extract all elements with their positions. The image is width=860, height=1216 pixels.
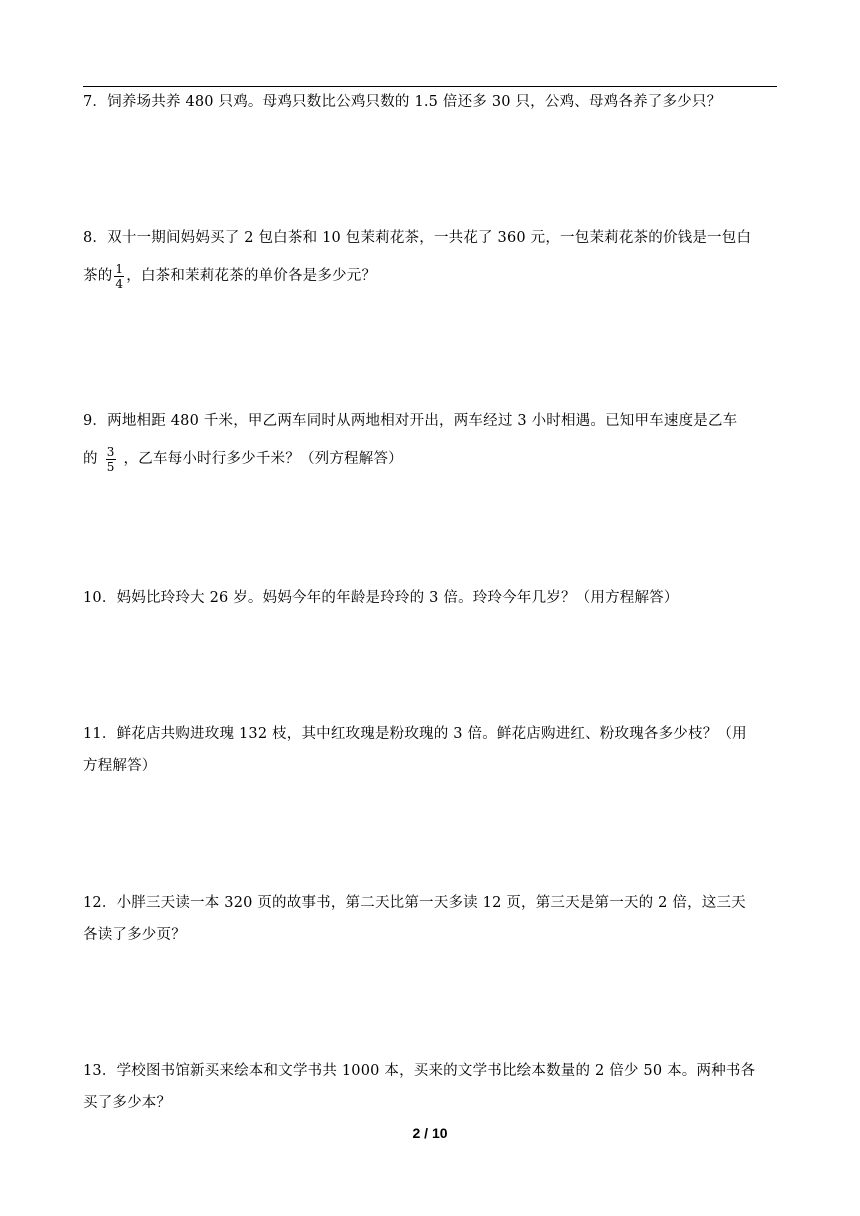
question-11-line-1 bbox=[83, 718, 783, 750]
question-8-line-1 bbox=[83, 222, 783, 254]
question-number: 13． bbox=[83, 1063, 117, 1079]
question-text: 茶的 bbox=[83, 268, 113, 284]
question-text: 饲养场共养 480 只鸡。母鸡只数比公鸡只数的 1.5 倍还多 30 只，公鸡、母鸡各养了多少只？ bbox=[107, 94, 722, 110]
question-8-line-2 bbox=[83, 260, 783, 292]
question-9 bbox=[83, 405, 783, 475]
question-7-line-1 bbox=[83, 86, 783, 118]
question-number: 8． bbox=[83, 230, 108, 246]
question-11-line-2 bbox=[83, 750, 783, 782]
fraction bbox=[114, 263, 124, 290]
question-text: 小胖三天读一本 320 页的故事书，第二天比第一天多读 12 页，第三天是第一天的 2 倍，这三天 bbox=[116, 895, 746, 911]
fraction bbox=[106, 446, 116, 473]
question-13 bbox=[83, 1055, 783, 1119]
question-text: ，乙车每小时行多少千米？（列方程解答） bbox=[123, 451, 403, 467]
question-12-line-1 bbox=[83, 887, 783, 919]
question-13-line-2 bbox=[83, 1087, 783, 1119]
question-number: 12． bbox=[83, 895, 117, 911]
page-number: 2 / 10 bbox=[412, 1125, 448, 1141]
question-text: 学校图书馆新买来绘本和文学书共 1000 本，买来的文学书比绘本数量的 2 倍少 50 本。两种书各 bbox=[116, 1063, 756, 1079]
question-text: 方程解答） bbox=[83, 758, 157, 774]
question-13-line-1 bbox=[83, 1055, 783, 1087]
question-number: 10． bbox=[83, 590, 117, 606]
question-11 bbox=[83, 718, 783, 782]
question-text: 各读了多少页？ bbox=[83, 927, 186, 943]
question-8 bbox=[83, 222, 783, 292]
question-text: 两地相距 480 千米，甲乙两车同时从两地相对开出，两车经过 3 小时相遇。已知甲车速度是乙车 bbox=[107, 413, 738, 429]
question-text: 的 bbox=[83, 451, 98, 467]
fraction-denominator: 4 bbox=[115, 276, 124, 291]
question-text: 双十一期间妈妈买了 2 包白茶和 10 包茉莉花茶，一共花了 360 元，一包茉莉花茶的价钱是一包白 bbox=[107, 230, 752, 246]
question-9-line-2 bbox=[83, 443, 783, 475]
question-number: 11． bbox=[83, 726, 117, 742]
question-7 bbox=[83, 86, 783, 118]
question-10 bbox=[83, 582, 783, 614]
question-12 bbox=[83, 887, 783, 951]
question-10-line-1 bbox=[83, 582, 783, 614]
question-text: 妈妈比玲玲大 26 岁。妈妈今年的年龄是玲玲的 3 倍。玲玲今年几岁？（用方程解答） bbox=[116, 590, 679, 606]
question-text: 买了多少本？ bbox=[83, 1095, 172, 1111]
question-number: 9． bbox=[83, 413, 108, 429]
fraction-numerator: 1 bbox=[115, 261, 124, 276]
question-text: 鲜花店共购进玫瑰 132 枝，其中红玫瑰是粉玫瑰的 3 倍。鲜花店购进红、粉玫瑰各多少枝？（用 bbox=[116, 726, 747, 742]
question-text: ，白茶和茉莉花茶的单价各是多少元？ bbox=[126, 268, 377, 284]
fraction-denominator: 5 bbox=[106, 459, 115, 474]
question-number: 7． bbox=[83, 94, 108, 110]
question-9-line-1 bbox=[83, 405, 783, 437]
question-12-line-2 bbox=[83, 919, 783, 951]
fraction-numerator: 3 bbox=[106, 444, 115, 459]
